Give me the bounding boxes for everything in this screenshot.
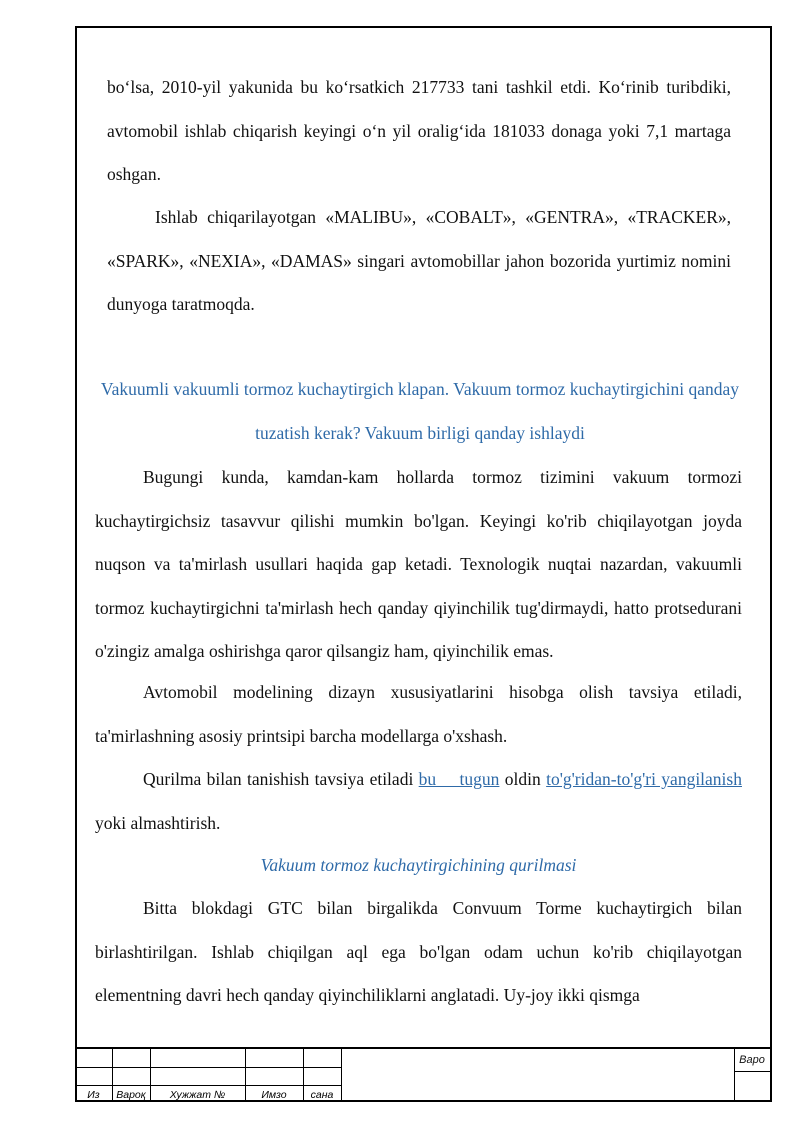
title-block [75, 1047, 772, 1102]
paragraph-1: bo‘lsa, 2010-yil yakunida bu ko‘rsatkich 217733 tani tashkil etdi. Ko‘rinib turibdiki, avtomobil ishlab chiqarish keyingi o‘n yil oralig‘ida 181033 donaga yoki 7,1 martaga oshgan. [107, 77, 731, 184]
stamp-sheet-label: Варо [739, 1054, 765, 1066]
paragraph-6: Bitta blokdagi GTC bilan birgalikda Convuum Torme kuchaytirgich bilan birlashtirilgan. Ishlab chiqilgan aql ega bo'lgan odam uchun ko'rib chiqilayotgan elementning davri hech qanday qiyinchiliklarni anglatadi. Uy-joy ikki qismga [95, 898, 742, 1005]
stamp-col-varoq: Вароқ [116, 1089, 146, 1101]
stamp-col-sana: сана [310, 1089, 334, 1101]
paragraph-5 [95, 758, 742, 845]
paragraph-5-mid: oldin [499, 769, 547, 789]
stamp-col-hujjat: Хужжат № [169, 1089, 226, 1101]
paragraph-3: Bugungi kunda, kamdan-kam hollarda tormoz tizimini vakuum tormozi kuchaytirgichsiz tasavvur qilishi mumkin bo'lgan. Keyingi ko'rib chiqilayotgan joyda nuqson va ta'mirlash usullari haqida gap ketadi. Texnologik nuqtai nazardan, vakuumli tormoz kuchaytirgichni ta'mirlash hech qanday qiyinchilik tug'dirmaydi, hatto protsedurani o'zingiz amalga oshirishga qaror qilsangiz ham, qiyinchilik emas. [95, 467, 742, 661]
stamp-row-line [75, 1067, 341, 1068]
stamp-row-line [734, 1071, 772, 1072]
stamp-col-iz: Из [87, 1089, 100, 1101]
paragraph-4: Avtomobil modelining dizayn xususiyatlarini hisobga olish tavsiya etiladi, ta'mirlashning asosiy printsipi barcha modellarga o'xshash. [95, 682, 742, 746]
paragraph-2: Ishlab chiqarilayotgan «MALIBU», «COBALT», «GENTRA», «TRACKER», «SPARK», «NEXIA», «DAMAS» singari avtomobillar jahon bozorida yurtimiz nomini dunyoga taratmoqda. [107, 207, 731, 314]
link-bu-tugun[interactable]: bu tugun [418, 769, 500, 789]
stamp-row-line [75, 1085, 341, 1086]
paragraph-5-start: Qurilma bilan tanishish tavsiya etiladi [143, 769, 419, 789]
section-heading: Vakuumli vakuumli tormoz kuchaytirgich klapan. Vakuum tormoz kuchaytirgichini qanday tuzatish kerak? Vakuum birligi qanday ishlaydi [100, 379, 740, 443]
paragraph-5-end: yoki almashtirish. [95, 812, 221, 833]
subsection-heading: Vakuum tormoz kuchaytirgichining qurilmasi [260, 855, 577, 875]
link-yangilanish[interactable]: to'g'ridan-to'g'ri yangilanish [546, 769, 742, 789]
stamp-divider [341, 1049, 342, 1102]
stamp-col-imzo: Имзо [261, 1089, 287, 1101]
